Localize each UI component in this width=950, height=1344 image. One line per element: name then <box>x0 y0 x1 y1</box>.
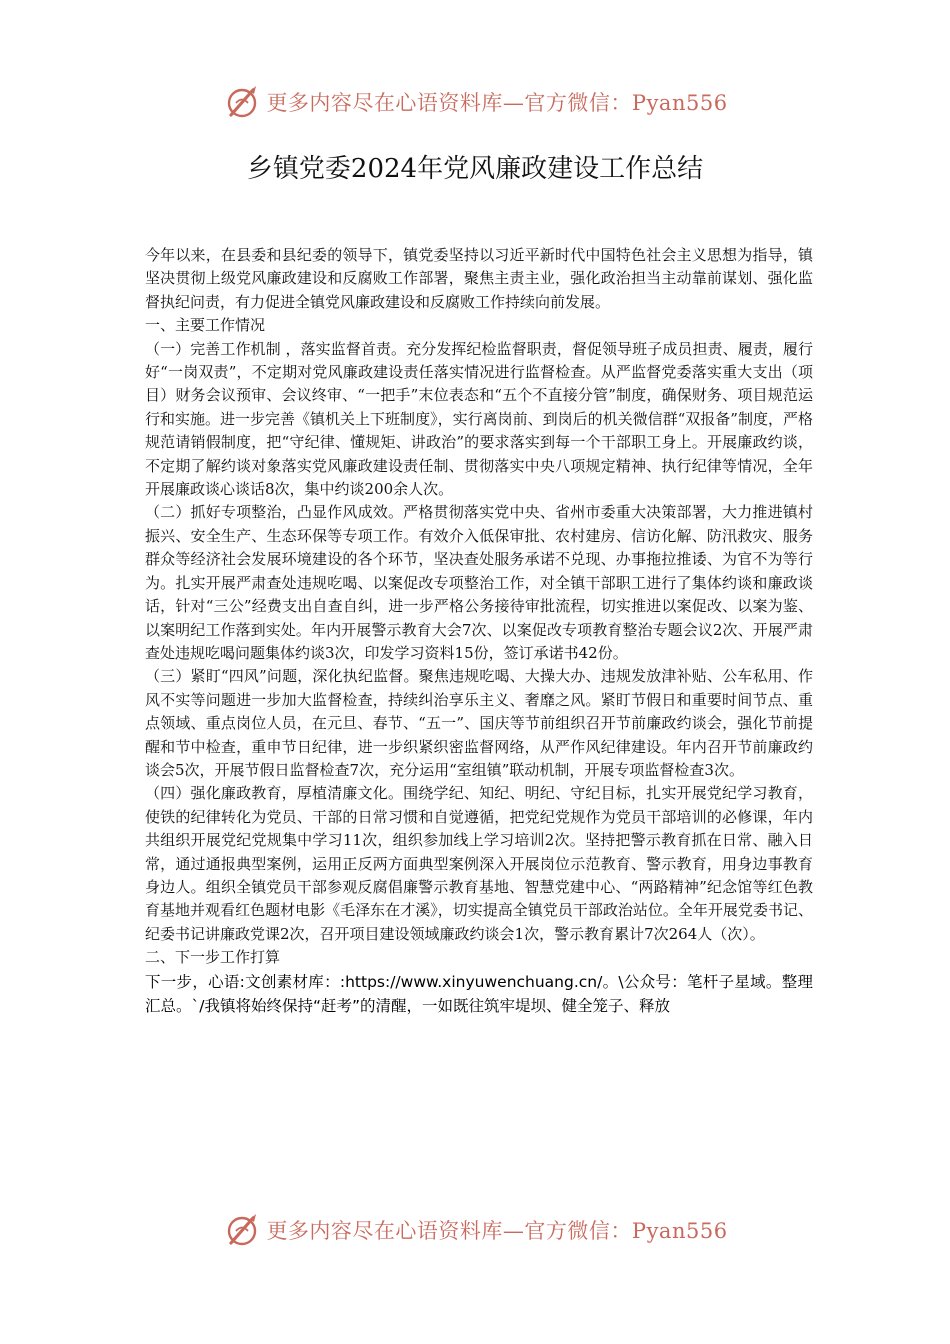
paragraph-work-mechanism: （一）完善工作机制 ，落实监督首责。充分发挥纪检监督职责，督促领导班子成员担责、履责，履行好“一岗双责”，不定期对党风廉政建设责任落实情况进行监督检查。从严监督党委落实重大支出（项目）财务会议预审、会议终审、“一把手”末位表态和“五个不直接分管”制度，确保财务、项目规范运行和实施。进一步完善《镇机关上下班制度》，实行离岗前、到岗后的机关微信群“双报备”制度，严格规范请销假制度，把“守纪律、懂规矩、讲政治”的要求落实到每一个干部职工身上。开展廉政约谈，不定期了解约谈对象落实党风廉政建设责任制、贯彻落实中央八项规定精神、执行纪律等情况，全年开展廉政谈心谈话8次，集中约谈200余人次。 <box>145 339 813 499</box>
paragraph-four-winds: （三）紧盯“四风”问题，深化执纪监督。聚焦违规吃喝、大操大办、违规发放津补贴、公车私用、作风不实等问题进一步加大监督检查，持续纠治享乐主义、奢靡之风。紧盯节假日和重要时间节点、重点领域、重点岗位人员，在元旦、春节、“五一”、国庆等节前组织召开节前廉政约谈会，强化节前提醒和节中检查，重申节日纪律，进一步织紧织密监督网络，从严作风纪律建设。年内召开节前廉政约谈会5次，开展节假日监督检查7次，充分运用“室组镇”联动机制，开展专项监督检查3次。 <box>145 667 813 779</box>
paragraph-special-rectification: （二）抓好专项整治，凸显作风成效。严格贯彻落实党中央、省州市委重大决策部署，大力推进镇村振兴、安全生产、生态环保等专项工作。有效介入低保审批、农村建房、信访化解、防汛救灾、服务群众等经济社会发展环境建设的各个环节，坚决查处服务承诺不兑现、办事拖拉推诿、为官不为等行为。扎实开展严肃查处违规吃喝、以案促改专项整治工作，对全镇干部职工进行了集体约谈和廉政谈话，针对“三公”经费支出自查自纠，进一步严格公务接待审批流程，切实推进以案促改、以案为鉴、以案明纪工作落到实处。年内开展警示教育大会7次、以案促改专项教育整治专题会议2次、开展严肃查处违规吃喝问题集体约谈3次，印发学习资料15份，签订承诺书42份。 <box>145 503 813 662</box>
paragraph-integrity-education: （四）强化廉政教育，厚植清廉文化。围绕学纪、知纪、明纪、守纪目标，扎实开展党纪学习教育，使铁的纪律转化为党员、干部的日常习惯和自觉遵循，把党纪党规作为党员干部培训的必修课，年内共组织开展党纪党规集中学习11次，组织参加线上学习培训2次。坚持把警示教育抓在日常、融入日常，通过通报典型案例，运用正反两方面典型案例深入开展岗位示范教育、警示教育，用身边事教育身边人。组织全镇党员干部参观反腐倡廉警示教育基地、智慧党建中心、“两路精神”纪念馆等红色教育基地并观看红色题材电影《毛泽东在才溪》，切实提高全镇党员干部政治站位。全年开展党委书记、纪委书记讲廉政党课2次，召开项目建设领域廉政约谈会1次，警示教育累计7次264人（次）。 <box>145 784 813 943</box>
watermark-footer <box>0 1208 950 1252</box>
paragraph-next-steps: 下一步，心语:文创素材库：:https://www.xinyuwenchuang.cn/。\公众号：笔杆子星域。整理汇总。`/我镇将始终保持“赶考”的清醒，一如既往筑牢堤坝、健全笼子、释放 <box>145 972 813 1015</box>
intro-paragraph: 今年以来，在县委和县纪委的领导下，镇党委坚持以习近平新时代中国特色社会主义思想为指导，镇坚决贯彻上级党风廉政建设和反腐败工作部署，聚焦主责主业，强化政治担当主动靠前谋划、强化监督执纪问责，有力促进全镇党风廉政建设和反腐败工作持续向前发展。 <box>145 246 813 311</box>
watermark-text: 更多内容尽在心语资料库—官方微信：Pyan556 <box>266 91 728 115</box>
pen-circle-logo-icon <box>222 82 262 122</box>
pen-circle-logo-icon <box>222 1210 262 1250</box>
section-heading-main-work: 一、主要工作情况 <box>145 316 266 335</box>
watermark-header <box>0 80 950 124</box>
document-title: 乡镇党委2024年党风廉政建设工作总结 <box>246 154 704 184</box>
document-body <box>145 244 813 1018</box>
watermark-text: 更多内容尽在心语资料库—官方微信：Pyan556 <box>266 1219 728 1243</box>
section-heading-next-steps: 二、下一步工作打算 <box>145 948 281 967</box>
